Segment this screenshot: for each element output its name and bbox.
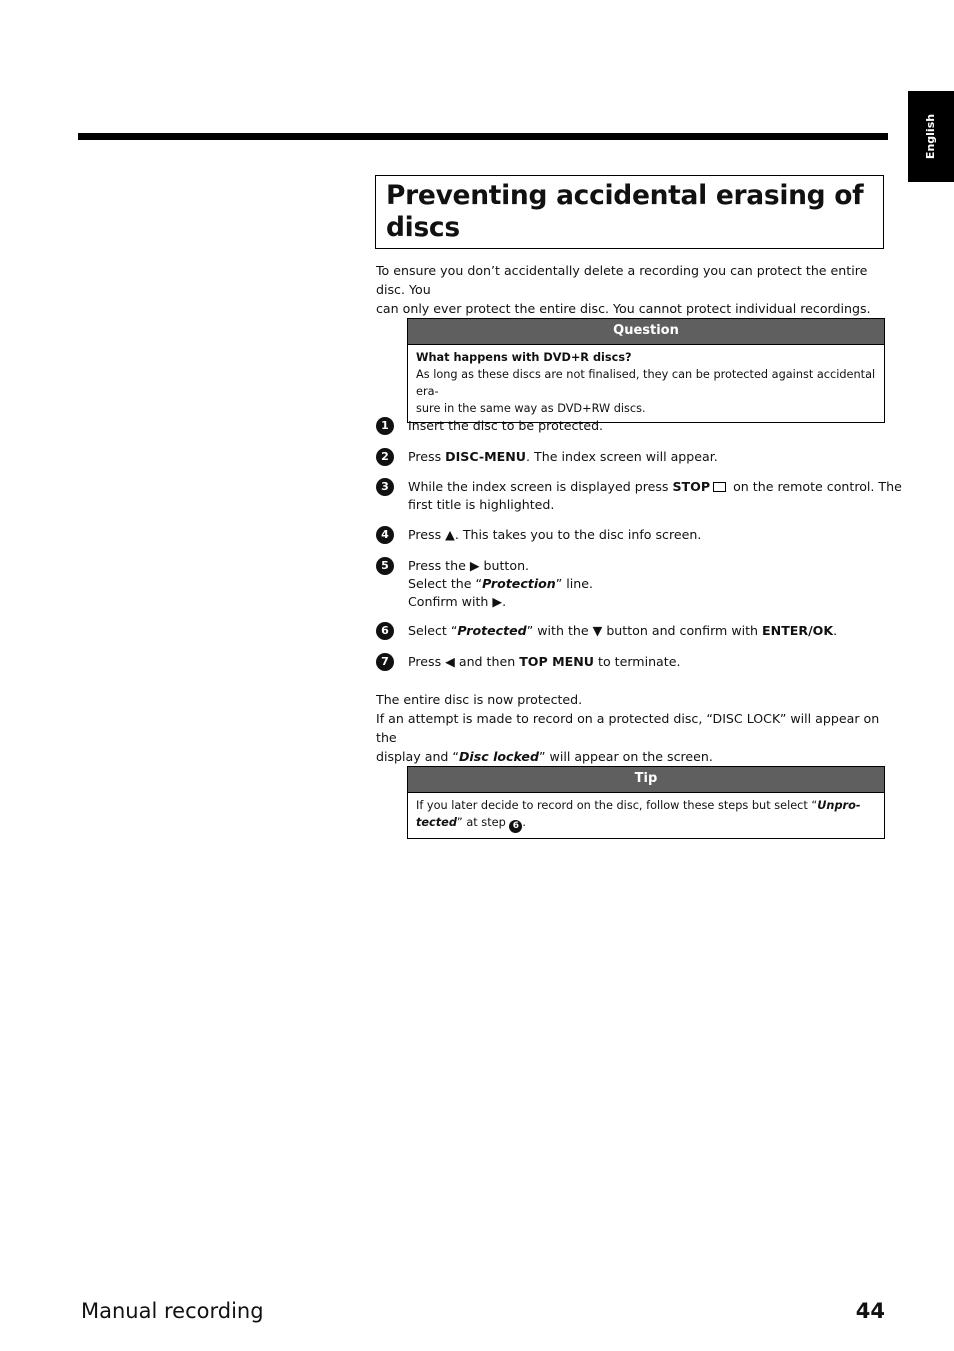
page-number: 44 bbox=[855, 1299, 885, 1323]
right-arrow-icon: ▶ bbox=[469, 558, 480, 573]
protected-term: Protected bbox=[457, 623, 527, 638]
question-text: What happens with DVD+R discs? bbox=[416, 351, 632, 364]
step-number-3: 3 bbox=[376, 478, 394, 496]
title-box bbox=[375, 175, 884, 249]
question-body bbox=[408, 345, 884, 422]
down-arrow-icon: ▼ bbox=[592, 623, 603, 638]
step-5-line-2: Select the “Protection” line. bbox=[408, 576, 594, 591]
step-5-line-3: Confirm with ▶. bbox=[408, 594, 507, 609]
step-4-text: Press ▲. This takes you to the disc info screen. bbox=[408, 527, 702, 542]
top-menu-key: TOP MENU bbox=[519, 654, 595, 669]
intro-paragraph bbox=[376, 261, 886, 318]
outro-line-3: display and “Disc locked” will appear on the screen. bbox=[376, 749, 713, 764]
step-1-text: Insert the disc to be protected. bbox=[408, 418, 604, 433]
tip-header: Tip bbox=[408, 767, 884, 793]
step-3-text-line-2: first title is highlighted. bbox=[408, 497, 555, 512]
question-header: Question bbox=[408, 319, 884, 345]
step-number-6: 6 bbox=[376, 622, 394, 640]
page-title: Preventing accidental erasing of discs bbox=[386, 180, 864, 243]
top-rule bbox=[78, 133, 888, 140]
outro-line-2: If an attempt is made to record on a protected disc, “DISC LOCK” will appear on the bbox=[376, 711, 880, 745]
step-number-5: 5 bbox=[376, 557, 394, 575]
right-arrow-icon: ▶ bbox=[492, 594, 503, 609]
left-arrow-icon: ◀ bbox=[445, 654, 455, 669]
footer-section-title: Manual recording bbox=[81, 1299, 264, 1323]
disc-locked-term: Disc locked bbox=[458, 749, 539, 764]
intro-line-1: To ensure you don’t accidentally delete a recording you can protect the entire disc. You bbox=[376, 263, 868, 297]
tip-line-2: tected” at step 6 . bbox=[416, 816, 526, 831]
intro-line-2: can only ever protect the entire disc. You cannot protect individual recordings. bbox=[376, 301, 871, 316]
disc-menu-key: DISC-MENU bbox=[445, 449, 527, 464]
stop-key: STOP bbox=[672, 479, 711, 494]
unprotected-term-part1: Unpro- bbox=[817, 799, 861, 812]
step-number-1: 1 bbox=[376, 417, 394, 435]
step-6-reference: 6 bbox=[509, 820, 522, 833]
step-number-7: 7 bbox=[376, 653, 394, 671]
enter-ok-key: ENTER/OK bbox=[762, 623, 834, 638]
answer-line-2: sure in the same way as DVD+RW discs. bbox=[416, 402, 646, 415]
answer-line-1: As long as these discs are not finalised, they can be protected against accidental era- bbox=[416, 368, 876, 398]
step-2-text: Press DISC-MENU. The index screen will appear. bbox=[408, 449, 718, 464]
step-number-4: 4 bbox=[376, 526, 394, 544]
unprotected-term-part2: tected bbox=[416, 816, 457, 829]
step-5-line-1: Press the ▶ button. bbox=[408, 558, 530, 573]
tip-body bbox=[408, 793, 884, 838]
up-arrow-icon: ▲ bbox=[445, 527, 455, 542]
stop-icon bbox=[713, 482, 726, 492]
tip-box bbox=[407, 766, 885, 839]
step-number-2: 2 bbox=[376, 448, 394, 466]
outro-line-1: The entire disc is now protected. bbox=[376, 692, 583, 707]
language-tab bbox=[908, 91, 954, 182]
question-box bbox=[407, 318, 885, 423]
protection-term: Protection bbox=[482, 576, 556, 591]
outro-paragraph bbox=[376, 690, 886, 766]
step-3-text: While the index screen is displayed press STOP on the remote control. The bbox=[408, 479, 902, 494]
step-6-text: Select “Protected” with the ▼ button and confirm with ENTER/OK. bbox=[408, 623, 838, 638]
step-7-text: Press ◀ and then TOP MENU to terminate. bbox=[408, 654, 681, 669]
language-tab-label: English bbox=[924, 113, 938, 160]
tip-line-1: If you later decide to record on the disc, follow these steps but select “Unpro- bbox=[416, 799, 861, 812]
